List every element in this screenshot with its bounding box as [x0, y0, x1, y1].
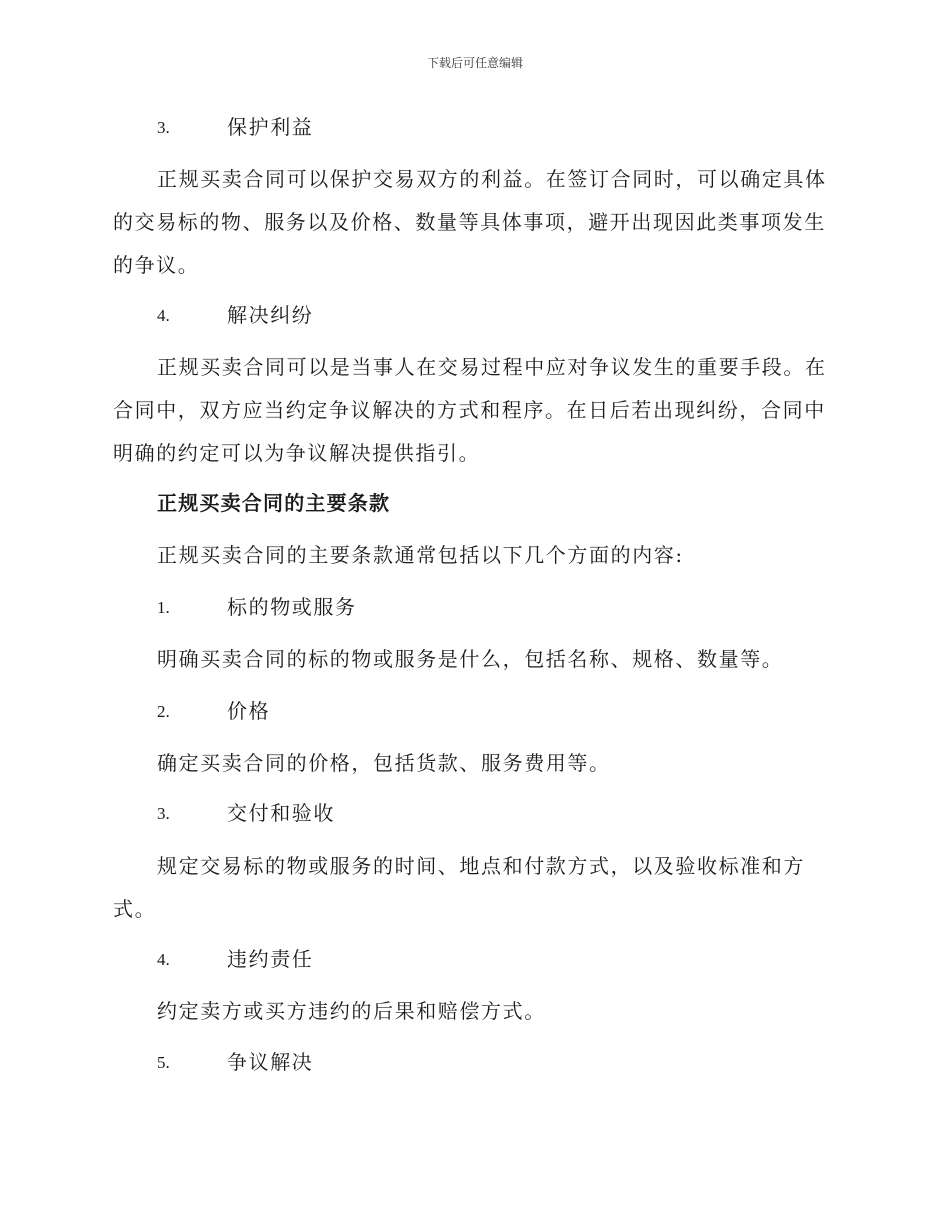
paragraph-line: 规定交易标的物或服务的时间、地点和付款方式，以及验收标准和方 [157, 854, 805, 878]
paragraph-line: 式。 [113, 897, 157, 921]
page-header: 下载后可任意编辑 [426, 56, 523, 70]
item-number: 5. [157, 1053, 170, 1072]
item-title: 保护利益 [227, 115, 314, 139]
paragraph-line: 正规买卖合同可以保护交易双方的利益。在签订合同时，可以确定具体 [157, 167, 827, 191]
item-number: 4. [157, 306, 170, 325]
item-title: 争议解决 [227, 1050, 314, 1074]
section-heading: 正规买卖合同的主要条款 [157, 491, 391, 515]
paragraph-line: 约定卖方或买方违约的后果和赔偿方式。 [157, 999, 546, 1023]
paragraph-line: 的交易标的物、服务以及价格、数量等具体事项，避开出现因此类事项发生 [113, 210, 826, 234]
section-intro: 正规买卖合同的主要条款通常包括以下几个方面的内容: [157, 543, 684, 567]
item-title: 价格 [227, 699, 271, 723]
paragraph-line: 合同中，双方应当约定争议解决的方式和程序。在日后若出现纠纷，合同中 [113, 398, 826, 422]
paragraph-line: 的争议。 [113, 253, 200, 277]
item-title: 违约责任 [227, 947, 314, 971]
item-number: 2. [157, 702, 170, 721]
item-number: 3. [157, 118, 170, 137]
item-number: 3. [157, 804, 170, 823]
item-number: 1. [157, 598, 170, 617]
paragraph-line: 明确买卖合同的标的物或服务是什么，包括名称、规格、数量等。 [157, 647, 784, 671]
paragraph-line: 正规买卖合同可以是当事人在交易过程中应对争议发生的重要手段。在 [157, 355, 827, 379]
item-title: 标的物或服务 [227, 595, 357, 619]
paragraph-line: 确定买卖合同的价格，包括货款、服务费用等。 [157, 751, 611, 775]
paragraph-line: 明确的约定可以为争议解决提供指引。 [113, 441, 481, 465]
item-title: 交付和验收 [227, 801, 335, 825]
item-number: 4. [157, 950, 170, 969]
item-title: 解决纠纷 [227, 303, 314, 327]
